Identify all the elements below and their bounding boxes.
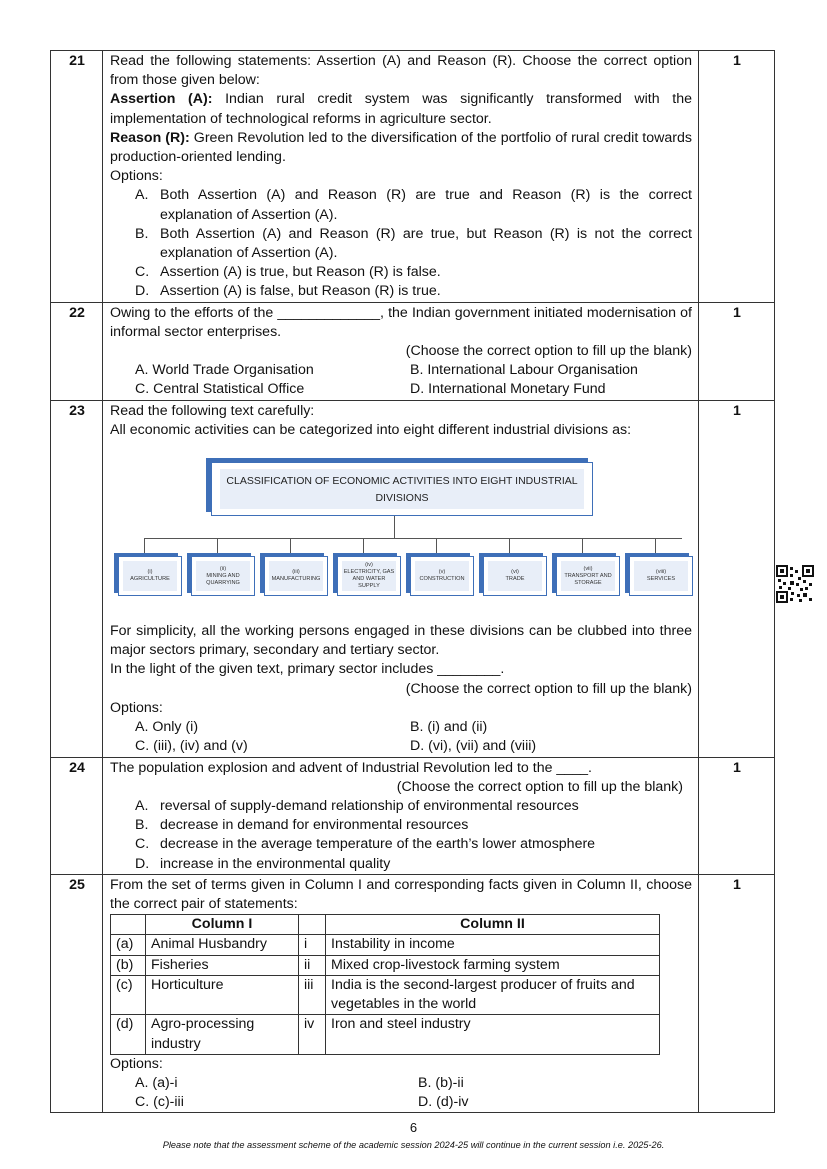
option-d: D. (vi), (vii) and (viii) (410, 738, 537, 755)
options-row-2 (110, 737, 692, 756)
options-label: Options: (110, 168, 163, 185)
option-b: B. (b)-ii (418, 1074, 464, 1091)
division-box-5: (v) CONSTRUCTION (410, 556, 474, 596)
question-body (103, 51, 699, 303)
option-a: A. (a)-i (135, 1074, 178, 1091)
question-text: Owing to the efforts of the _____________, the Indian government initiated modernisation of informal sector enterprises. (110, 304, 692, 340)
diagram-title: CLASSIFICATION OF ECONOMIC ACTIVITIES INTO EIGHT INDUSTRIAL (226, 475, 578, 488)
option-d: D. Assertion (A) is false, but Reason (R) is true. (135, 283, 441, 300)
question-body (103, 874, 699, 1112)
reason-label: Reason (R): (110, 129, 190, 146)
column-1-header: Column I (146, 915, 299, 935)
option-d: D. International Monetary Fund (410, 381, 606, 398)
option-a: A. Both Assertion (A) and Reason (R) are true and Reason (R) is the correct explanation of Assertion (A). (135, 187, 692, 223)
table-row: (d) Agro-processing industry iv Iron and steel industry (111, 1015, 660, 1054)
option-c: C. Assertion (A) is true, but Reason (R) is false. (135, 264, 441, 281)
table-row: (c) Horticulture iii India is the second-largest producer of fruits and vegetables in the world (111, 975, 660, 1014)
question-row-24 (51, 757, 775, 874)
question-marks: 1 (699, 302, 775, 400)
question-marks: 1 (699, 757, 775, 874)
option-c: C. decrease in the average temperature of the earth’s lower atmosphere (135, 836, 596, 853)
question-body (103, 302, 699, 400)
option-a: A. Only (i) (135, 719, 199, 736)
question-intro: Read the following text carefully: (110, 402, 315, 419)
table-row: (a) Animal Husbandry i Instability in income (111, 935, 660, 955)
question-instruction: (Choose the correct option to fill up the blank) (396, 778, 683, 795)
diagram-subtitle: DIVISIONS (375, 492, 429, 505)
column-2-header: Column II (326, 915, 660, 935)
question-marks: 1 (699, 400, 775, 757)
assertion (110, 90, 692, 128)
option-b: B. decrease in demand for environmental resources (135, 817, 469, 834)
option-d: D. (d)-iv (418, 1094, 469, 1111)
options-row-1 (110, 361, 692, 380)
question-text: The population explosion and advent of Industrial Revolution led to the ____. (110, 759, 592, 776)
question-table (50, 50, 775, 1113)
matching-table (110, 914, 660, 1054)
page-number: 6 (409, 1120, 418, 1135)
option-b: B. International Labour Organisation (410, 362, 638, 379)
question-marks: 1 (699, 51, 775, 303)
options-label: Options: (110, 1055, 163, 1072)
options-label: Options: (110, 699, 163, 716)
question-text: From the set of terms given in Column I and corresponding facts given in Column II, choose the correct pair of statements: (110, 876, 692, 913)
qr-code-icon (776, 565, 814, 603)
table-row: (b) Fisheries ii Mixed crop-livestock farming system (111, 955, 660, 975)
division-box-6: (vi) TRADE (483, 556, 547, 596)
option-a: A. World Trade Organisation (135, 362, 314, 379)
option-a: A. reversal of supply-demand relationship of environmental resources (135, 798, 579, 815)
division-box-4: (iv) ELECTRICITY, GAS AND WATER SUPPLY (337, 556, 401, 596)
division-box-2: (ii) MINING AND QUARRYING (191, 556, 255, 596)
question-text: All economic activities can be categorized into eight different industrial divisions as: (110, 421, 632, 438)
options-row-1 (110, 718, 692, 737)
option-c: C. (c)-iii (135, 1094, 184, 1111)
question-text-3: In the light of the given text, primary sector includes ________. (110, 661, 505, 678)
reason (110, 129, 692, 167)
options-row-2 (110, 1093, 692, 1112)
classification-diagram (110, 442, 692, 622)
question-instruction: (Choose the correct option to fill up the blank) (405, 343, 692, 360)
division-box-7: (vii) TRANSPORT AND STORAGE (556, 556, 620, 596)
options-row-1 (110, 1074, 692, 1093)
question-row-22 (51, 302, 775, 400)
question-number: 25 (51, 874, 103, 1112)
assertion-label: Assertion (A): (110, 91, 213, 108)
question-body (103, 757, 699, 874)
question-instruction: (Choose the correct option to fill up the blank) (405, 680, 692, 697)
division-box-1: (i) AGRICULTURE (118, 556, 182, 596)
option-b: B. (i) and (ii) (410, 719, 488, 736)
option-d: D. increase in the environmental quality (135, 855, 391, 872)
question-number: 21 (51, 51, 103, 303)
option-c: C. Central Statistical Office (135, 381, 305, 398)
question-body (103, 400, 699, 757)
option-c: C. (iii), (iv) and (v) (135, 738, 248, 755)
diagram-title-box (211, 462, 593, 516)
division-box-3: (iii) MANUFACTURING (264, 556, 328, 596)
footer-note: Please note that the assessment scheme of the academic session 2024-25 will continue in the current session i.e. 2025-26. (162, 1140, 665, 1150)
division-box-8: (viii) SERVICES (629, 556, 693, 596)
assertion-text: Indian rural credit system was significantly transformed with the implementation of technological reforms in agriculture sector. (110, 91, 692, 127)
options-row-2 (110, 380, 692, 399)
option-b: B. Both Assertion (A) and Reason (R) are true, but Reason (R) is not the correct explanation of Assertion (A). (135, 225, 692, 262)
question-row-25 (51, 874, 775, 1112)
question-text-2: For simplicity, all the working persons engaged in these divisions can be clubbed into three major sectors primary, secondary and tertiary sector. (110, 623, 692, 659)
question-row-21 (51, 51, 775, 303)
question-row-23 (51, 400, 775, 757)
question-number: 24 (51, 757, 103, 874)
question-marks: 1 (699, 874, 775, 1112)
question-intro: Read the following statements: Assertion (A) and Reason (R). Choose the correct option from those given below: (110, 53, 692, 89)
reason-text: Green Revolution led to the diversification of the portfolio of rural credit towards production-oriented lending. (110, 129, 692, 166)
question-number: 22 (51, 302, 103, 400)
question-number: 23 (51, 400, 103, 757)
